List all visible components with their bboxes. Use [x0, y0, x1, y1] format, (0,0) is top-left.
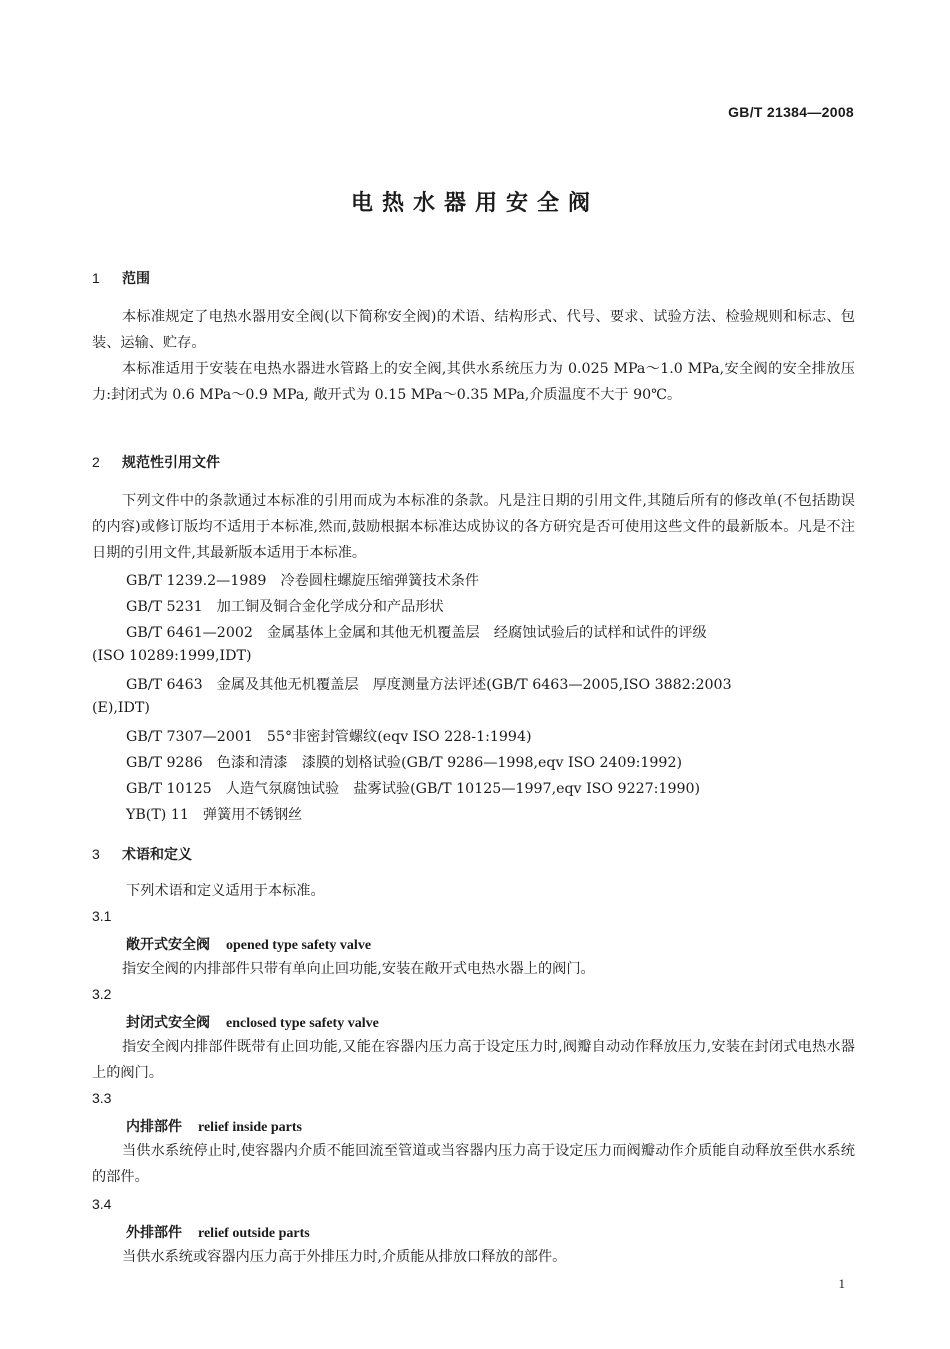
- clause-number: 3.3: [92, 1090, 112, 1106]
- paragraph: 本标准适用于安装在电热水器进水管路上的安全阀,其供水系统压力为 0.025 MPa～1.0 MPa,安全阀的安全排放压力:封闭式为 0.6 MPa～0.9 MPa, 敞开式为 0.15 MPa～0.35 MPa,介质温度不大于 90℃。: [92, 361, 855, 403]
- section-heading-scope: 1 范围: [92, 270, 150, 287]
- term-definition: 指安全阀内排部件既带有止回功能,又能在容器内压力高于设定压力时,阀瓣自动动作释放压力,安装在封闭式电热水器上的阀门。: [92, 1039, 855, 1081]
- document-title: 电热水器用安全阀: [350, 191, 599, 216]
- term-title: 内排部件 relief inside parts: [126, 1119, 302, 1135]
- term-title: 敞开式安全阀 opened type safety valve: [126, 937, 372, 953]
- term-definition: 当供水系统停止时,使容器内介质不能回流至管道或当容器内压力高于设定压力而阀瓣动作介质能自动释放至供水系统的部件。: [92, 1143, 855, 1185]
- term-definition: 当供水系统或容器内压力高于外排压力时,介质能从排放口释放的部件。: [122, 1249, 567, 1265]
- section-heading-normative-references: 2 规范性引用文件: [92, 454, 220, 471]
- paragraph: 下列文件中的条款通过本标准的引用而成为本标准的条款。凡是注日期的引用文件,其随后所有的修改单(不包括勘误的内容)或修订版均不适用于本标准,然而,鼓励根据本标准达成协议的各方研究是否可使用这些文件的最新版本。凡是不注日期的引用文件,其最新版本适用于本标准。: [92, 493, 855, 561]
- clause-number: 3.2: [92, 986, 112, 1002]
- clause-number: 3.4: [92, 1196, 112, 1212]
- reference-item: GB/T 6463 金属及其他无机覆盖层 厚度测量方法评述(GB/T 6463—2005,ISO 3882:2003: [126, 677, 732, 693]
- reference-item: GB/T 5231 加工铜及铜合金化学成分和产品形状: [126, 599, 444, 615]
- reference-continuation: (ISO 10289:1999,IDT): [92, 648, 252, 664]
- section-heading-terms: 3 术语和定义: [92, 846, 192, 863]
- reference-item: GB/T 9286 色漆和清漆 漆膜的划格试验(GB/T 9286—1998,eqv ISO 2409:1992): [126, 755, 683, 771]
- reference-item: YB(T) 11 弹簧用不锈钢丝: [126, 807, 303, 823]
- term-title: 封闭式安全阀 enclosed type safety valve: [126, 1015, 379, 1031]
- term-title: 外排部件 relief outside parts: [126, 1225, 310, 1241]
- term-definition: 指安全阀的内排部件只带有单向止回功能,安装在敞开式电热水器上的阀门。: [122, 961, 595, 977]
- reference-item: GB/T 7307—2001 55°非密封管螺纹(eqv ISO 228-1:1994): [126, 729, 532, 745]
- reference-item: GB/T 6461—2002 金属基体上金属和其他无机覆盖层 经腐蚀试验后的试样和试件的评级: [126, 625, 707, 641]
- reference-item: GB/T 10125 人造气氛腐蚀试验 盐雾试验(GB/T 10125—1997,eqv ISO 9227:1990): [126, 781, 701, 797]
- standard-code: GB/T 21384—2008: [728, 104, 854, 120]
- paragraph: 本标准规定了电热水器用安全阀(以下简称安全阀)的术语、结构形式、代号、要求、试验方法、检验规则和标志、包装、运输、贮存。: [92, 309, 855, 351]
- terms-intro: 下列术语和定义适用于本标准。: [126, 883, 325, 899]
- reference-continuation: (E),IDT): [92, 700, 150, 716]
- clause-number: 3.1: [92, 908, 112, 924]
- page-number: 1: [838, 1276, 845, 1291]
- reference-item: GB/T 1239.2—1989 冷卷圆柱螺旋压缩弹簧技术条件: [126, 573, 480, 589]
